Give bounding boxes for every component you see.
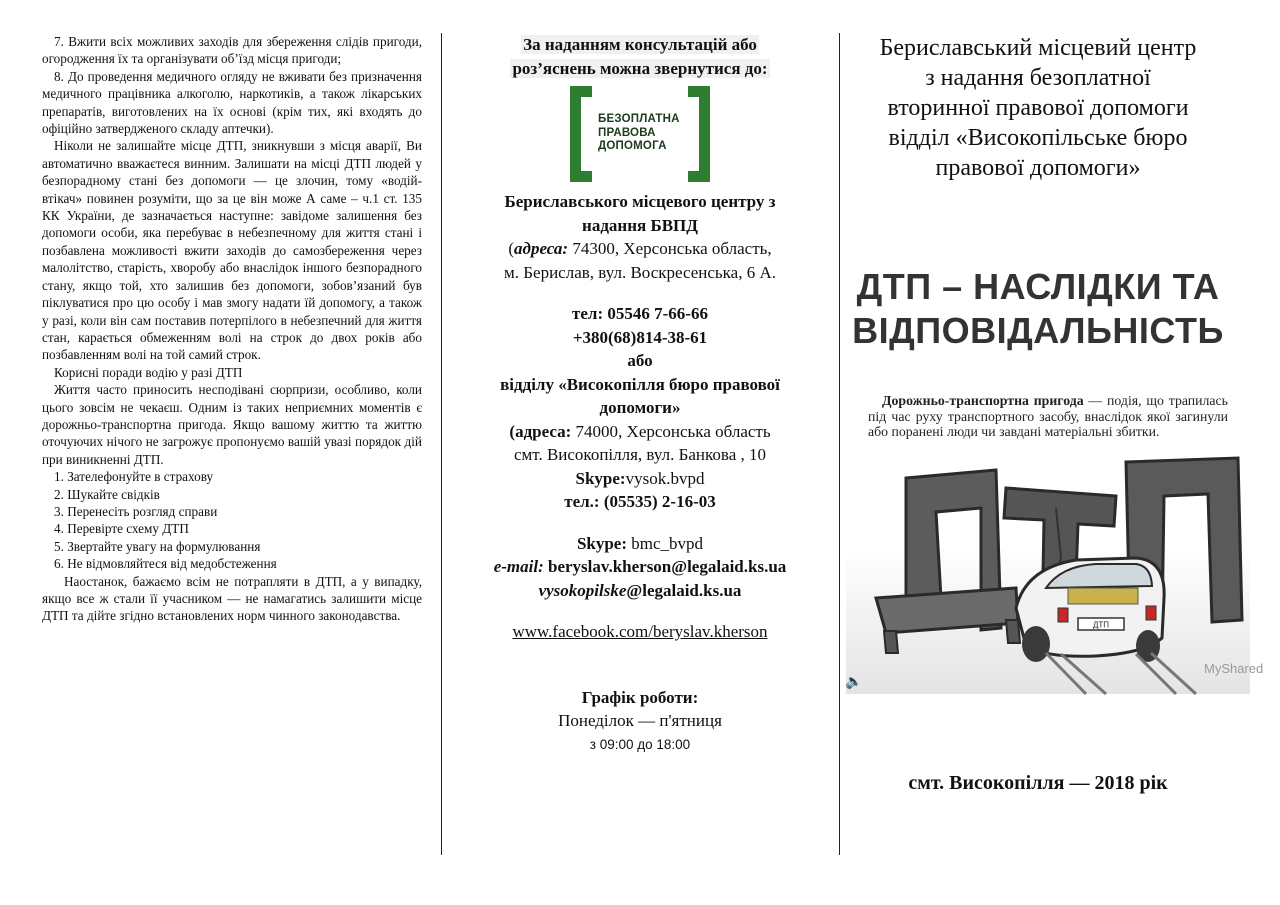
tip-item: 3. Перенесіть розгляд справи (54, 503, 218, 519)
place-and-year: смт. Високопілля — 2018 рік (908, 772, 1168, 794)
closing-paragraph: Наостанок, бажаємо всім не потрапляти в ДТП, а у випадку, якщо все ж стали її учасником — не намагатись залишити місце ДТП та дійте згідно встановлених норм чинного законодавства. (42, 573, 422, 624)
center-address-line1: (адреса: 74300, Херсонська область, (508, 239, 772, 258)
center-name-line2: надання БВПД (582, 215, 698, 235)
facebook-link[interactable]: www.facebook.com/beryslav.kherson (512, 622, 768, 641)
tip-item: 2. Шукайте свідків (54, 486, 160, 502)
center-name: Бериславський місцевий центр з надання безоплатної вторинної правової допомоги відділ «Високопільське бюро правової допомоги» (879, 35, 1197, 181)
leave-scene-warning: Ніколи не залишайте місце ДТП, зникнувши з місця аварії, Ви автоматично вважаєтеся винним. Залишати на місці ДТП людей у безпорадному стані без допомоги — це злочин, тому «водій-втікач» повинен розуміти, що за це він може А саме – ч.1 ст. 135 КК України, де зазначається наступне: завідоме залишення без допомоги особи, яка перебуває в небезпечному для життя стані і позбавлена можливості вжити заходів до самозбереження через малолітство, старість, хворобу або внаслідок іншого безпорадного стану, якщо той, хто залишив без допомоги, зобов’язаний був піклуватися про цю особу і мав змогу надати їй допомогу, а також у разі, коли він сам поставив потерпілого в небезпечний для життя стан, карається обмеженням волі на строк до двох років або позбавленням волі на той самий строк. (42, 138, 422, 363)
tips-heading: Корисні поради водію у разі ДТП (54, 364, 243, 380)
speaker-icon[interactable]: 🔈 (845, 675, 863, 690)
or-text: або (627, 351, 653, 370)
schedule-hours: з 09:00 до 18:00 (589, 736, 691, 752)
column-divider-left (441, 33, 442, 855)
center-name-line1: Бериславського місцевого центру з (504, 192, 776, 211)
rule-7: 7. Вжити всіх можливих заходів для збереження слідів пригоди, огородження їх та організувати об’їзд місця пригоди; (42, 34, 422, 67)
watermark-text: MyShared (1204, 661, 1264, 676)
right-column (848, 33, 1228, 353)
consult-heading-line1: За наданням консультацій або (523, 35, 757, 54)
bureau-line2: допомоги» (599, 398, 681, 417)
middle-column (462, 33, 818, 756)
bureau-line1: відділу «Високопілля бюро правової (500, 374, 780, 394)
definition-paragraph: Дорожньо-транспортна пригода — подія, що трапилась під час руху транспортного засобу, внаслідок якої загинули або поранені люди чи завдані матеріальні збитки. (868, 393, 1228, 439)
bureau-address-line2: смт. Високопілля, вул. Банкова , 10 (513, 445, 767, 464)
column-divider-right (839, 33, 840, 855)
left-column (42, 33, 422, 625)
tip-item: 6. Не відмовляйтеся від медобстеження (54, 556, 277, 572)
bureau-phone: тел.: (05535) 2-16-03 (564, 492, 716, 511)
legal-aid-logo (570, 86, 710, 186)
rule-8: 8. До проведення медичного огляду не вживати без призначення медичного працівника алкоголю, наркотиків, а також лікарських препаратів, виготовлених на їх основі (крім тих, які входять до офіційно затвердженого складу аптечки). (42, 68, 422, 137)
dtp-illustration (846, 448, 1264, 694)
bureau-skype: Skype:vysok.bvpd (575, 468, 705, 488)
schedule-days: Понеділок — п'ятниця (558, 711, 722, 730)
phone-1: тел: 05546 7-66-66 (572, 304, 708, 323)
tips-intro: Життя часто приносить несподівані сюрпризи, особливо, коли цього зовсім не чекаєш. Одним із таких неприємних моментів є дорожньо-транспортна пригода. Якщо вашому життю та життю оточуючих нічого не загрожує пропонуємо вашій увазі порядок дій при виникненні ДТП. (42, 382, 422, 467)
tip-item: 5. Звертайте увагу на формулювання (54, 538, 261, 554)
logo-text: БЕЗОПЛАТНА ПРАВОВА ДОПОМОГА (598, 113, 680, 152)
brochure-title: ДТП – НАСЛІДКИ ТА ВІДПОВІДАЛЬНІСТЬ (852, 266, 1224, 351)
logo-bracket-left (570, 86, 592, 182)
logo-bracket-right (688, 86, 710, 182)
bureau-address-line1: (адреса: 74000, Херсонська область (509, 421, 771, 441)
center-address-line2: м. Берислав, вул. Воскресенська, 6 А. (504, 262, 776, 282)
consult-heading-line2: роз’яснень можна звернутися до: (512, 58, 768, 78)
skype-2: Skype: bmc_bvpd (576, 533, 704, 553)
tip-item: 1. Зателефонуйте в страхову (54, 469, 214, 485)
phone-2: +380(68)814-38-61 (572, 327, 708, 347)
email-2[interactable]: vysokopilske@legalaid.ks.ua (538, 580, 742, 600)
schedule-title: Графік роботи: (581, 687, 699, 707)
tip-item: 4. Перевірте схему ДТП (54, 521, 189, 537)
car-plate-text: ДТП (1092, 620, 1110, 630)
email-1[interactable]: e-mail: beryslav.kherson@legalaid.ks.ua (493, 557, 787, 576)
